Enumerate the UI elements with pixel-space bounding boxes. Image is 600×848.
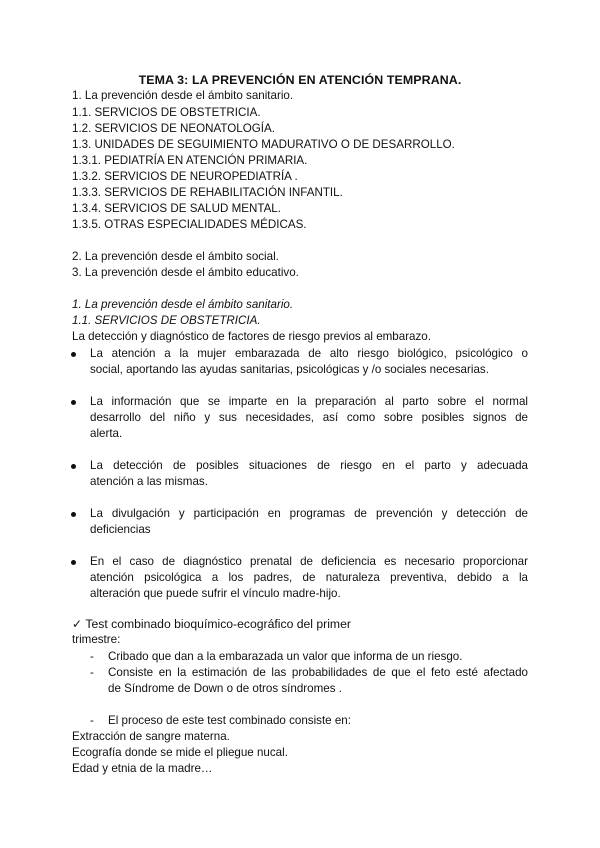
bullet-line: desarrollo del niño y sus necesidades, así como sobre posibles signos de <box>90 411 528 424</box>
toc-item: 3. La prevención desde el ámbito educativo. <box>72 266 299 279</box>
dash-line: El proceso de este test combinado consiste en: <box>108 714 351 727</box>
toc-item: 1.3.2. SERVICIOS DE NEUROPEDIATRÍA . <box>72 170 298 183</box>
bullet-line: atención psicológica a los padres, de naturaleza preventiva, debido a la <box>90 571 528 584</box>
dash-item <box>90 649 528 665</box>
bullet-item <box>90 506 528 538</box>
toc-item: 2. La prevención desde el ámbito social. <box>72 250 279 263</box>
test-heading-cont: trimestre: <box>72 633 121 646</box>
dash-icon: - <box>90 650 94 663</box>
bullet-line: deficiencias <box>90 523 151 536</box>
toc-item: 1.2. SERVICIOS DE NEONATOLOGÍA. <box>72 122 275 135</box>
final-line: Extracción de sangre materna. <box>72 730 230 743</box>
test-heading: ✓ Test combinado bioquímico-ecográfico del primer <box>72 617 351 631</box>
toc-item: 1.3.3. SERVICIOS DE REHABILITACIÓN INFANTIL. <box>72 186 343 199</box>
bullet-icon <box>71 464 76 469</box>
intro-text: La detección y diagnóstico de factores de riesgo previos al embarazo. <box>72 330 431 343</box>
page-title: TEMA 3: LA PREVENCIÓN EN ATENCIÓN TEMPRANA. <box>138 73 462 87</box>
dash-line: Cribado que dan a la embarazada un valor que informa de un riesgo. <box>108 650 463 663</box>
bullet-item <box>90 554 528 602</box>
section-heading: 1. La prevención desde el ámbito sanitario. <box>72 298 294 311</box>
bullet-line: En el caso de diagnóstico prenatal de deficiencia es necesario proporcionar <box>90 555 528 568</box>
subsection-heading: 1.1. SERVICIOS DE OBSTETRICIA. <box>72 314 261 327</box>
final-line: Edad y etnia de la madre… <box>72 762 213 775</box>
bullet-line: alteración que puede sufrir el vínculo madre-hijo. <box>90 587 341 600</box>
bullet-icon <box>71 512 76 517</box>
toc-item: 1.3.5. OTRAS ESPECIALIDADES MÉDICAS. <box>72 218 307 231</box>
bullet-line: La atención a la mujer embarazada de alto riesgo biológico, psicológico o <box>90 347 528 360</box>
dash-icon: - <box>90 666 94 679</box>
toc-item: 1.3. UNIDADES DE SEGUIMIENTO MADURATIVO O DE DESARROLLO. <box>72 138 455 151</box>
dash-line: Consiste en la estimación de las probabilidades de que el feto esté afectado <box>108 666 528 679</box>
toc-item: 1.3.4. SERVICIOS DE SALUD MENTAL. <box>72 202 281 215</box>
bullet-item <box>90 394 528 442</box>
bullet-line: La información que se imparte en la preparación al parto sobre el normal <box>90 395 528 408</box>
toc-item: 1.1. SERVICIOS DE OBSTETRICIA. <box>72 106 261 119</box>
toc-item: 1. La prevención desde el ámbito sanitario. <box>72 89 294 102</box>
dash-item <box>90 713 528 729</box>
bullet-icon <box>71 560 76 565</box>
bullet-icon <box>71 400 76 405</box>
bullet-line: alerta. <box>90 427 123 440</box>
bullet-line: atención a las mismas. <box>90 475 208 488</box>
dash-icon: - <box>90 714 94 727</box>
final-line: Ecografía donde se mide el pliegue nucal. <box>72 746 288 759</box>
dash-line: de Síndrome de Down o de otros síndromes . <box>108 682 342 695</box>
bullet-item <box>90 346 528 378</box>
bullet-icon <box>71 352 76 357</box>
bullet-line: La divulgación y participación en programas de prevención y detección de <box>90 507 528 520</box>
dash-item <box>90 665 528 697</box>
bullet-line: social, aportando las ayudas sanitarias, psicológicas y /o sociales necesarias. <box>90 363 489 376</box>
toc-item: 1.3.1. PEDIATRÍA EN ATENCIÓN PRIMARIA. <box>72 154 308 167</box>
bullet-line: La detección de posibles situaciones de riesgo en el parto y adecuada <box>90 459 528 472</box>
bullet-item <box>90 458 528 490</box>
